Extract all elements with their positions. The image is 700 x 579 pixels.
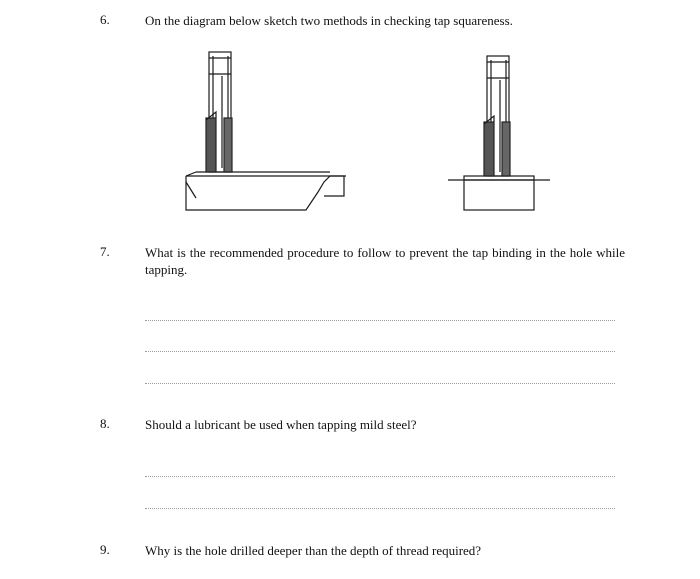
- question-7-answer-line[interactable]: [145, 351, 615, 352]
- question-9-text: Why is the hole drilled deeper than the depth of thread required?: [145, 543, 482, 558]
- question-6-number: 6.: [100, 12, 110, 27]
- question-8-answer-line[interactable]: [145, 508, 615, 509]
- question-8-number: 8.: [100, 416, 110, 431]
- question-7-number: 7.: [100, 244, 110, 259]
- tap-diagram-right: [448, 56, 550, 210]
- question-8-text: Should a lubricant be used when tapping mild steel?: [145, 417, 417, 432]
- question-7-answer-line[interactable]: [145, 383, 615, 384]
- question-6-text: On the diagram below sketch two methods in checking tap squareness.: [145, 13, 513, 28]
- tap-diagram-left: [186, 52, 346, 210]
- question-9-number: 9.: [100, 542, 110, 557]
- question-8-answer-line[interactable]: [145, 476, 615, 477]
- question-7-answer-line[interactable]: [145, 320, 615, 321]
- question-7-text: What is the recommended procedure to follow to prevent the tap binding in the hole while tapping.: [145, 245, 625, 277]
